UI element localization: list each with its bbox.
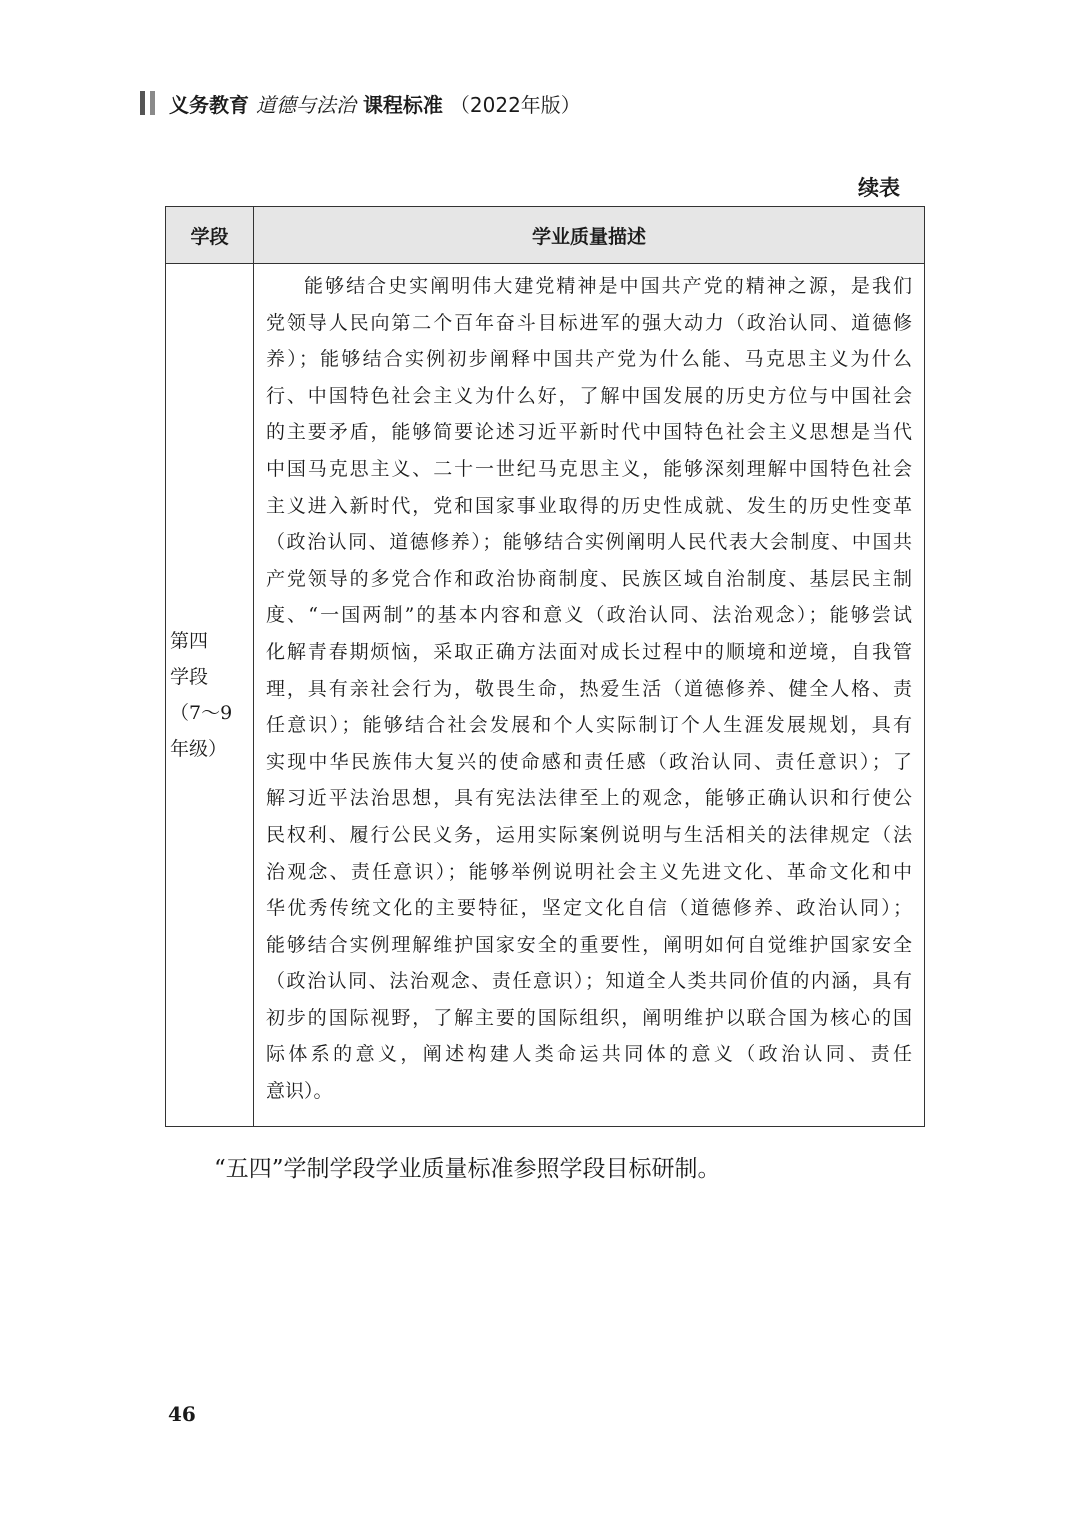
description-cell <box>254 264 925 1127</box>
description-line: 意识）。 <box>266 1080 333 1103</box>
description-line: 华优秀传统文化的主要特征，坚定文化自信（道德修养、政治认同）； <box>266 897 912 920</box>
description-line: 际体系的意义，阐述构建人类命运共同体的意义（政治认同、责任 <box>266 1043 912 1066</box>
description-line: 度、“一国两制”的基本内容和意义（政治认同、法治观念）；能够尝试 <box>266 604 912 627</box>
description-line: 主义进入新时代，党和国家事业取得的历史性成就、发生的历史性变革 <box>266 494 912 517</box>
description-line: 初步的国际视野，了解主要的国际组织，阐明维护以联合国为核心的国 <box>266 1006 912 1029</box>
description-line: 产党领导的多党合作和政治协商制度、民族区域自治制度、基层民主制 <box>266 567 912 590</box>
stage-line: 第四 <box>170 629 209 652</box>
header-bar-mark <box>140 91 145 115</box>
running-head-text <box>169 89 581 118</box>
footnote: “五四”学制学段学业质量标准参照学段目标研制。 <box>214 1156 721 1182</box>
column-header-description: 学业质量描述 <box>254 207 925 264</box>
description-line: 任意识）；能够结合社会发展和个人实际制订个人生涯发展规划，具有 <box>266 714 912 737</box>
description-line: 治观念、责任意识）；能够举例说明社会主义先进文化、革命文化和中 <box>266 860 912 883</box>
description-line: 民权利、履行公民义务，运用实际案例说明与生活相关的法律规定（法 <box>266 823 912 846</box>
running-head-title: 课程标准 <box>362 92 443 117</box>
header-bar-marks <box>140 91 155 115</box>
description-line: 党领导人民向第二个百年奋斗目标进军的强大动力（政治认同、道德修 <box>266 311 912 334</box>
description-line: 理，具有亲社会行为，敬畏生命，热爱生活（道德修养、健全人格、责 <box>266 677 912 700</box>
column-header-stage: 学段 <box>166 207 254 264</box>
running-head-series: 义务教育 <box>169 92 249 117</box>
description-line: 能够结合实例理解维护国家安全的重要性，阐明如何自觉维护国家安全 <box>266 933 912 956</box>
header-bar-mark <box>150 91 155 115</box>
description-line: 行、中国特色社会主义为什么好，了解中国发展的历史方位与中国社会 <box>266 384 912 407</box>
description-line: 能够结合史实阐明伟大建党精神是中国共产党的精神之源，是我们 <box>304 275 912 297</box>
stage-line: （7～9 <box>170 701 233 724</box>
description-line: 养）；能够结合实例初步阐释中国共产党为什么能、马克思主义为什么 <box>266 348 912 371</box>
page-number: 46 <box>168 1402 196 1426</box>
running-head-subject: 道德与法治 <box>255 92 356 117</box>
description-line: 解习近平法治思想，具有宪法法律至上的观念，能够正确认识和行使公 <box>266 787 912 810</box>
description-line: 中国马克思主义、二十一世纪马克思主义，能够深刻理解中国特色社会 <box>266 457 912 480</box>
stage-cell <box>166 264 254 1127</box>
stage-line: 学段 <box>170 665 209 688</box>
table-row <box>166 264 925 1127</box>
stage-line: 年级） <box>170 737 228 760</box>
description-line: 化解青春期烦恼，采取正确方法面对成长过程中的顺境和逆境，自我管 <box>266 640 912 663</box>
continued-label: 续表 <box>858 176 900 200</box>
description-line: 实现中华民族伟大复兴的使命感和责任感（政治认同、责任意识）；了 <box>266 750 912 773</box>
description-line: （政治认同、法治观念、责任意识）；知道全人类共同价值的内涵，具有 <box>266 970 912 993</box>
quality-table <box>165 206 925 1127</box>
running-head <box>140 88 581 118</box>
description-line: 的主要矛盾，能够简要论述习近平新时代中国特色社会主义思想是当代 <box>266 421 912 444</box>
description-line: （政治认同、道德修养）；能够结合实例阐明人民代表大会制度、中国共 <box>266 531 912 554</box>
running-head-edition: （2022年版） <box>449 92 581 117</box>
table-header-row <box>166 207 925 264</box>
